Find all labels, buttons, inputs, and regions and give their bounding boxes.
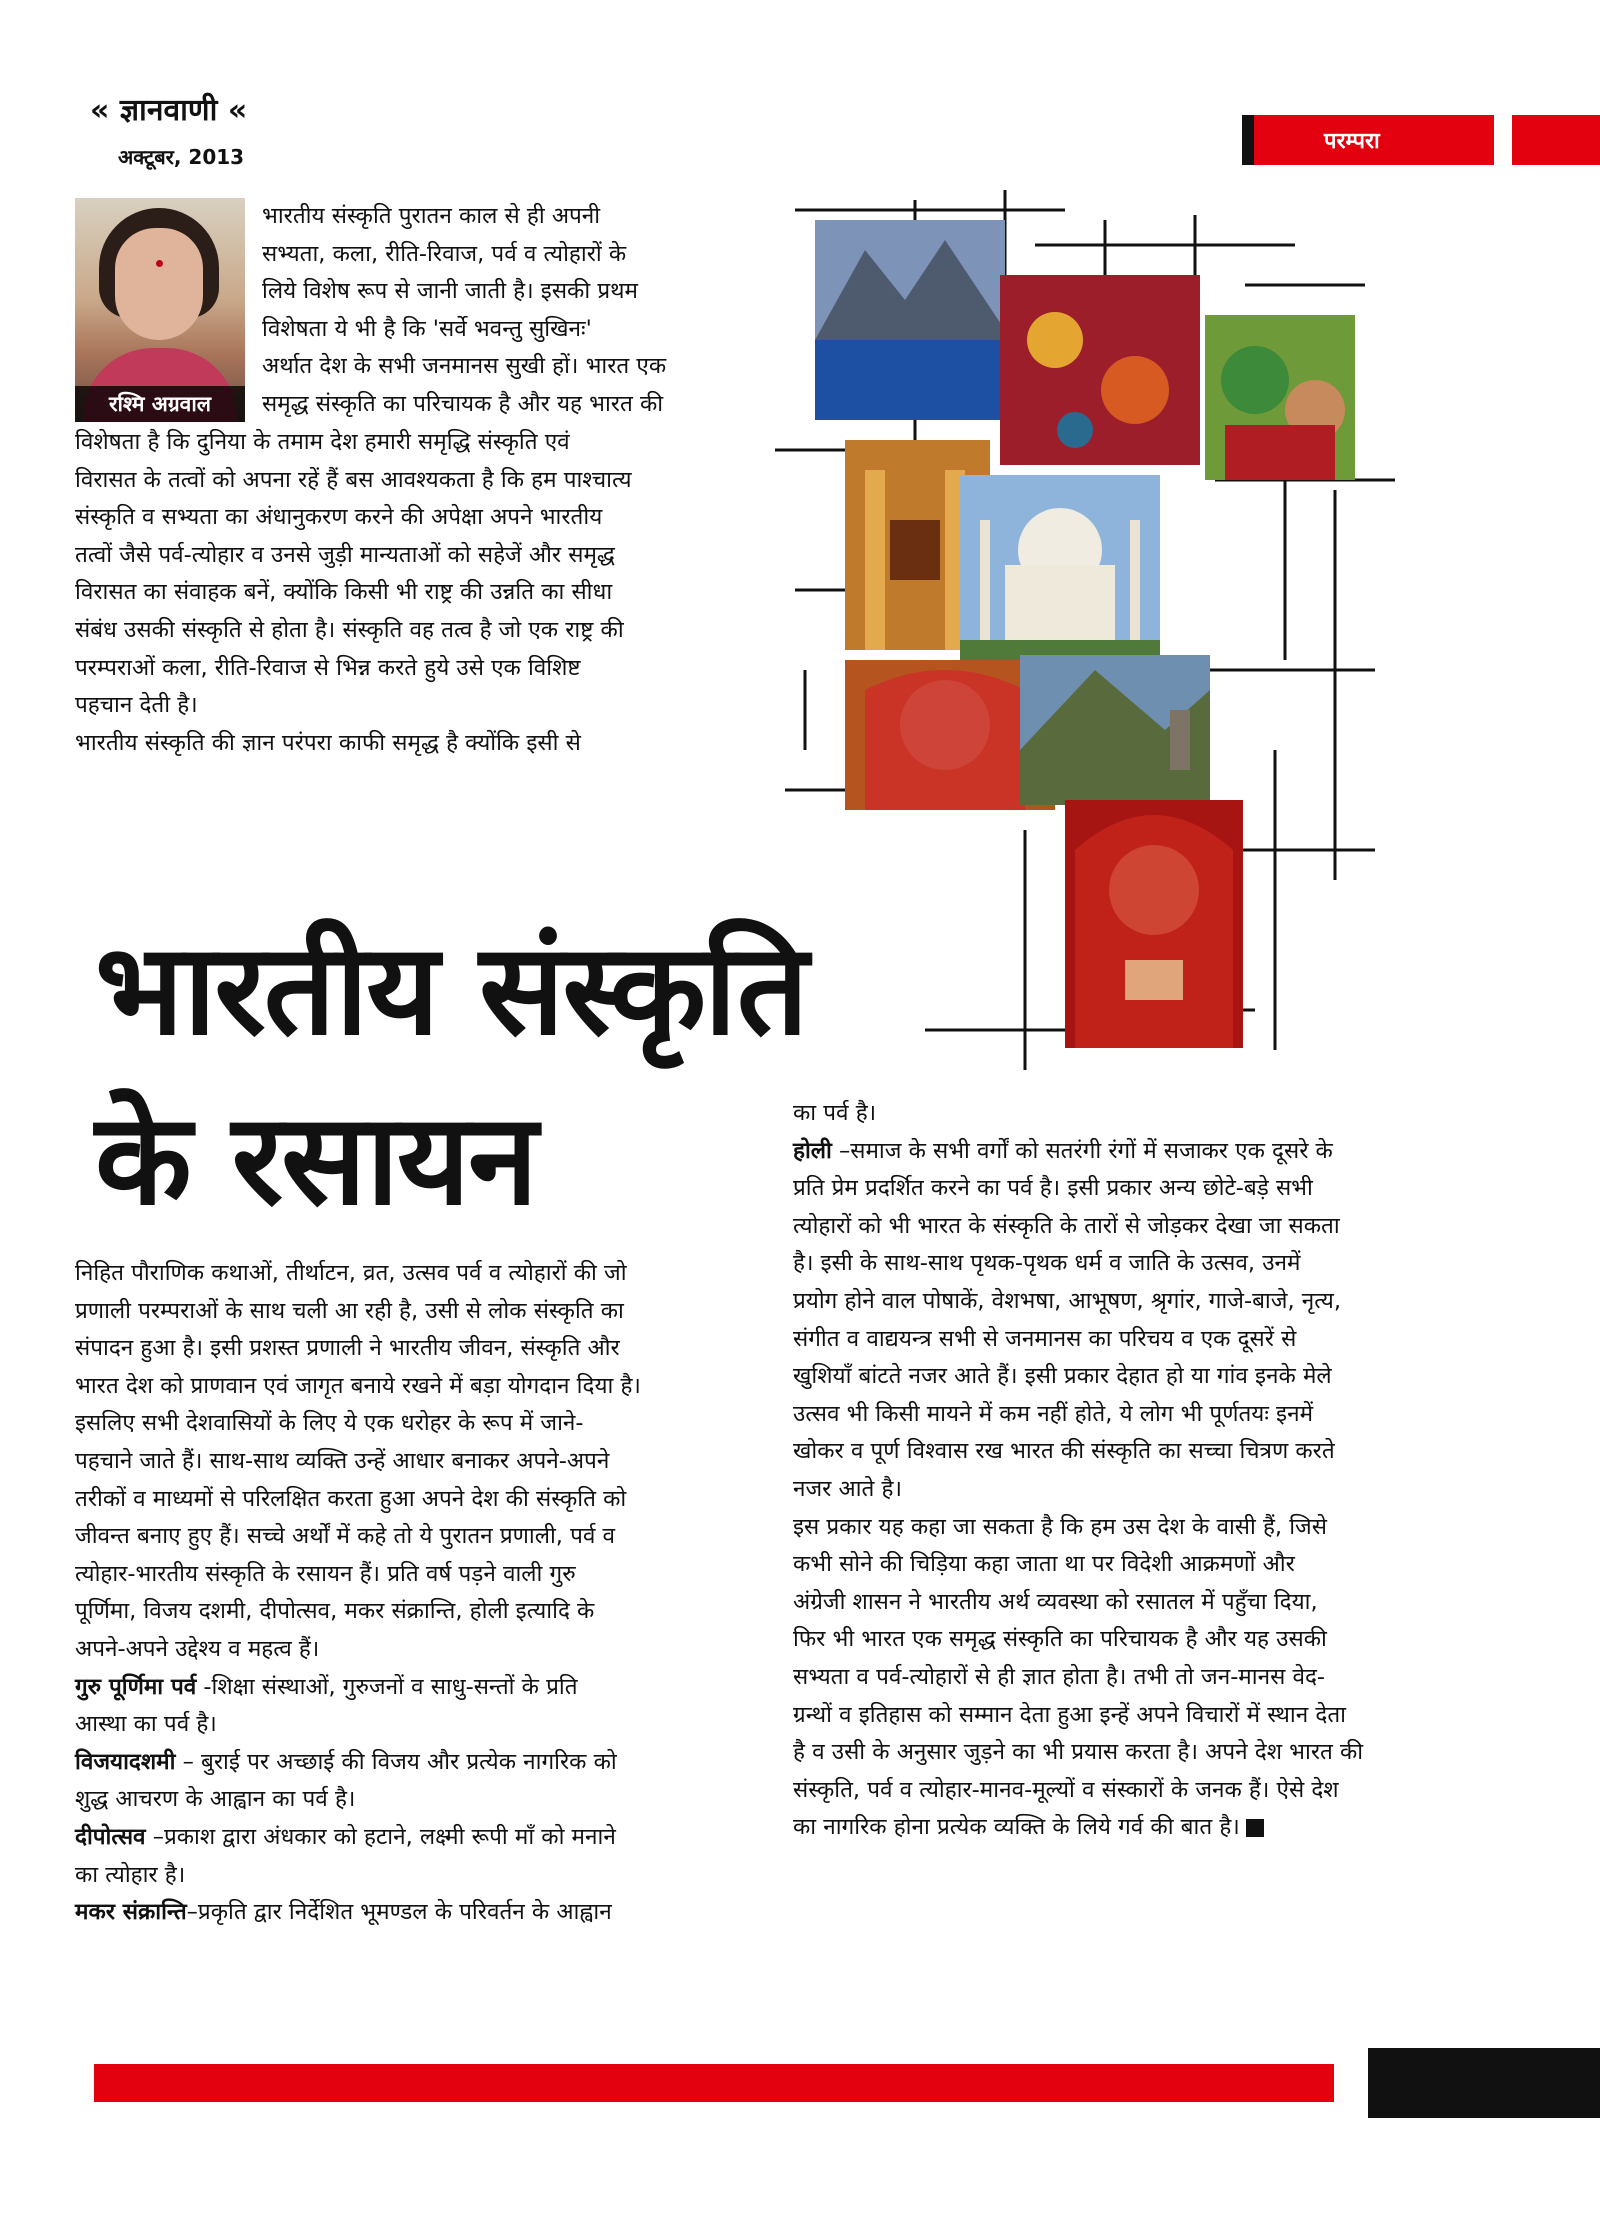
footer-black-block: [1368, 2048, 1600, 2118]
embroidered-textile-image: [1000, 275, 1200, 465]
issue-date: अक्टूबर, 2013: [118, 145, 245, 169]
festival-text: -शिक्षा संस्थाओं, गुरुजनों व साधु-सन्तों के प्रति आस्था का पर्व है।: [75, 1673, 578, 1738]
festival-text: –समाज के सभी वर्गों को सतरंगी रंगों में सजाकर एक दूसरे के प्रति प्रेम प्रदर्शित करने का पर्व है। इसी प्रकार अन्य छोटे-बड़े सभी त्योहारों को भी भारत के संस्कृति के तारों से जोड़कर देखा जा सकता है। इसी के साथ-साथ पृथक-पृथक धर्म व जाति के उत्सव, उनमें प्रयोग होने वाल पोषाकें, वेशभषा, आभूषण, श्रृगांर, गाजे-बाजे, नृत्य, संगीत व वाद्ययन्त्र सभी से जनमानस का परिचय व एक दूसरें से खुशियाँ बांटते नजर आते हैं। इसी प्रकार देहात हो या गांव इनके मेले उत्सव भी किसी मायने में कम नहीं होते, ये लोग भी पूर्णतयः इनमें खोकर व पूर्ण विश्वास रख भारत की संस्कृति का सच्चा चित्रण करते नजर आते है।: [793, 1137, 1341, 1502]
festival-text: – बुराई पर अच्छाई की विजय और प्रत्येक नागरिक को शुद्ध आचरण के आह्वान का पर्व है।: [75, 1748, 617, 1813]
magazine-masthead: « ज्ञानवाणी «: [90, 93, 248, 128]
end-mark-icon: [1246, 1819, 1264, 1837]
taj-mahal-image: [960, 475, 1160, 665]
body-right-column: [793, 1095, 1468, 1847]
festival-name: मकर संक्रान्ति: [75, 1899, 187, 1926]
article-title: भारतीय संस्कृति के रसायन: [95, 916, 807, 1233]
footer-red-bar: [94, 2064, 1334, 2102]
festival-name: दीपोत्सव: [75, 1823, 146, 1850]
continuation-text: का पर्व है।: [793, 1100, 877, 1126]
section-accent-block: [1512, 115, 1600, 165]
festival-name: गुरु पूर्णिमा पर्व: [75, 1673, 197, 1700]
kathakali-dancer-image: [1205, 315, 1355, 480]
mountain-lake-image: [815, 220, 1005, 420]
body-left-column: [75, 1255, 755, 1932]
section-label: परम्परा: [1242, 115, 1494, 165]
conclusion-text: इस प्रकार यह कहा जा सकता है कि हम उस देश के वासी हैं, जिसे कभी सोने की चिड़िया कहा जाता था पर विदेशी आक्रमणों और अंग्रेजी शासन ने भारतीय अर्थ व्यवस्था को रसातल में पहुँचा दिया, फिर भी भारत एक समृद्ध संस्कृति का परिचायक है और यह उसकी सभ्यता व पर्व-त्योहारों से ही ज्ञात होता है। तभी तो जन-मानस वेद- ग्रन्थों व इतिहास को सम्मान देता हुआ इन्हें अपने विचारों में स्थान देता है व उसी के अनुसार जुड़ने का भी प्रयास करता है। अपने देश भारत की संस्कृति, पर्व व त्योहार-मानव-मूल्यों व संस्कारों के जनक हैं। ऐसे देश का नागरिक होना प्रत्येक व्यक्ति के लिये गर्व की बात है।: [793, 1513, 1364, 1841]
festival-text: –प्रकृति द्वार निर्देशित भूमण्डल के परिवर्तन के आह्वान: [186, 1899, 612, 1926]
intro-text-full: विशेषता है कि दुनिया के तमाम देश हमारी समृद्धि संस्कृति एवं विरासत के तत्वों को अपना रहें हैं बस आवश्यकता है कि हम पाश्चात्य संस्कृति व सभ्यता का अंधानुकरण करने की अपेक्षा अपने भारतीय तत्वों जैसे पर्व-त्योहार व उनसे जुड़ी मान्यताओं को सहेजें और समृद्ध विरासत का संवाहक बनें, क्योंकि किसी भी राष्ट्र की उन्नति का सीधा संबंध उसकी संस्कृति से होता है। संस्कृति वह तत्व है जो एक राष्ट्र की परम्पराओं कला, रीति-रिवाज से भिन्न करते हुये उसे एक विशिष्ट पहचान देती है। भारतीय संस्कृति की ज्ञान परंपरा काफी समृद्ध है क्योंकि इसी से: [75, 429, 632, 756]
mountain-cairns-image: [1020, 655, 1210, 805]
body-left-text: निहित पौराणिक कथाओं, तीर्थाटन, व्रत, उत्सव पर्व व त्योहारों की जो प्रणाली परम्पराओं के साथ चली आ रही है, उसी से लोक संस्कृति का संपादन हुआ है। इसी प्रशस्त प्रणाली ने भारतीय जीवन, संस्कृति और भारत देश को प्राणवान एवं जागृत बनाये रखने में बड़ा योगदान दिया है। इसलिए सभी देशवासियों के लिए ये एक धरोहर के रूप में जाने- पहचाने जाते हैं। साथ-साथ व्यक्ति उन्हें आधार बनाकर अपने-अपने तरीकों व माध्यमों से परिलक्षित करता हुआ अपने देश की संस्कृति को जीवन्त बनाए हुए हैं। सच्चे अर्थों में कहे तो ये पुरातन प्रणाली, पर्व व त्योहार-भारतीय संस्कृति के रसायन हैं। प्रति वर्ष पड़ने वाली गुरु पूर्णिमा, विजय दशमी, दीपोत्सव, मकर संक्रान्ति, होली इत्यादि के अपने-अपने उद्देश्य व महत्व हैं।: [75, 1260, 641, 1662]
festival-name: विजयादशमी: [75, 1748, 176, 1775]
festival-text: –प्रकाश द्वारा अंधकार को हटाने, लक्ष्मी रूपी माँ को मनाने का त्योहार है।: [75, 1823, 616, 1888]
author-caption: रश्मि अग्रवाल: [75, 386, 245, 422]
culture-collage: [775, 190, 1415, 1080]
festival-name: होली: [793, 1137, 832, 1164]
bride-image: [1065, 800, 1243, 1048]
intro-text-wrap: भारतीय संस्कृति पुरातन काल से ही अपनी सभ्यता, कला, रीति-रिवाज, पर्व व त्योहारों के लिये विशेष रूप से जानी जाती है। इसकी प्रथम विशेषता ये भी है कि 'सर्वे भवन्तु सुखिनः' अर्थात देश के सभी जनमानस सुखी हों। भारत एक समृद्ध संस्कृति का परिचायक है और यह भारत की: [262, 203, 667, 417]
